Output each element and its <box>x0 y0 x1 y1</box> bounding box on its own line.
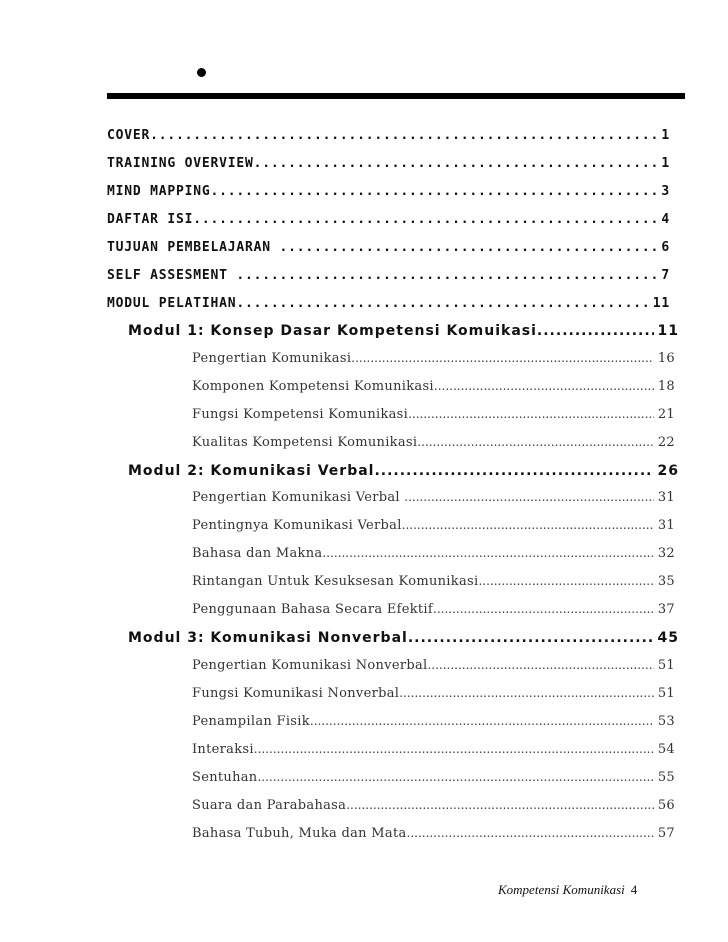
toc-label: TUJUAN PEMBELAJARAN <box>107 240 280 255</box>
toc-label: Pengertian Komunikasi <box>192 351 352 366</box>
dot-leader <box>280 240 658 255</box>
dot-leader <box>399 686 654 700</box>
dot-leader <box>402 518 654 532</box>
toc-entry-training-overview[interactable] <box>107 156 670 171</box>
dot-leader <box>374 463 653 479</box>
dot-leader <box>537 323 654 339</box>
toc-entry-modul-1[interactable] <box>128 323 679 339</box>
toc-page: 1 <box>661 156 670 171</box>
dot-leader <box>193 212 657 227</box>
toc-page: 51 <box>657 686 675 701</box>
toc-entry-pengertian-komunikasi[interactable] <box>192 351 675 366</box>
toc-label: Pengertian Komunikasi Nonverbal <box>192 658 428 673</box>
bullet-icon <box>197 68 206 77</box>
toc-label: Sentuhan <box>192 770 258 785</box>
toc-page: 56 <box>657 798 675 813</box>
toc-label: Interaksi <box>192 742 254 757</box>
toc-page: 51 <box>657 658 675 673</box>
dot-leader <box>254 156 658 171</box>
toc-page: 37 <box>657 602 675 617</box>
toc-label: Kualitas Kompetensi Komunikasi <box>192 435 418 450</box>
toc-label: Modul 1: Konsep Dasar Kompetensi Komuikasi <box>128 323 537 339</box>
toc-entry-penampilan-fisik[interactable] <box>192 714 675 729</box>
dot-leader <box>427 658 653 672</box>
toc-page: 18 <box>657 379 675 394</box>
toc-page: 22 <box>657 435 675 450</box>
toc-label: MIND MAPPING <box>107 184 211 199</box>
toc-label: Komponen Kompetensi Komunikasi <box>192 379 434 394</box>
toc-label: Penggunaan Bahasa Secara Efektif <box>192 602 433 617</box>
toc-entry-modul-pelatihan[interactable] <box>107 296 670 311</box>
toc-entry-mind-mapping[interactable] <box>107 184 670 199</box>
toc-entry-pengertian-verbal[interactable] <box>192 490 675 505</box>
toc-entry-rintangan[interactable] <box>192 574 675 589</box>
toc-page: 31 <box>657 518 675 533</box>
dot-leader <box>404 490 654 504</box>
toc-entry-cover[interactable] <box>107 128 670 143</box>
toc-label: COVER <box>107 128 151 143</box>
dot-leader <box>257 770 653 784</box>
toc-page: 57 <box>657 826 675 841</box>
toc-entry-komponen-kompetensi[interactable] <box>192 379 675 394</box>
toc-page: 53 <box>657 714 675 729</box>
toc-page: 54 <box>657 742 675 757</box>
page-number: 4 <box>630 882 638 897</box>
toc-entry-fungsi-kompetensi[interactable] <box>192 407 675 422</box>
toc-label: SELF ASSESMENT <box>107 268 237 283</box>
dot-leader <box>407 826 654 840</box>
dot-leader <box>417 435 654 449</box>
toc-label: Penampilan Fisik <box>192 714 310 729</box>
toc-entry-fungsi-nonverbal[interactable] <box>192 686 675 701</box>
toc-entry-self-assesment[interactable] <box>107 268 670 283</box>
toc-label: Fungsi Komunikasi Nonverbal <box>192 686 400 701</box>
toc-entry-sentuhan[interactable] <box>192 770 675 785</box>
dot-leader <box>236 268 657 283</box>
toc-page: 26 <box>657 463 679 479</box>
dot-leader <box>236 296 648 311</box>
toc-entry-interaksi[interactable] <box>192 742 675 757</box>
toc-page: 11 <box>652 296 670 311</box>
toc-entry-pengertian-nonverbal[interactable] <box>192 658 675 673</box>
dot-leader <box>478 574 653 588</box>
toc-entry-tujuan-pembelajaran[interactable] <box>107 240 670 255</box>
toc-entry-bahasa-makna[interactable] <box>192 546 675 561</box>
toc-page: 7 <box>661 268 670 283</box>
toc-entry-pentingnya-verbal[interactable] <box>192 518 675 533</box>
dot-leader <box>310 714 654 728</box>
toc-label: TRAINING OVERVIEW <box>107 156 254 171</box>
footer-title: Kompetensi Komunikasi <box>498 882 625 897</box>
toc-entry-daftar-isi[interactable] <box>107 212 670 227</box>
toc-page: 1 <box>661 128 670 143</box>
dot-leader <box>408 630 654 646</box>
toc-page: 16 <box>657 351 675 366</box>
toc-label: Bahasa Tubuh, Muka dan Mata <box>192 826 407 841</box>
dot-leader <box>150 128 657 143</box>
toc-page: 6 <box>661 240 670 255</box>
dot-leader <box>211 184 658 199</box>
page-footer <box>498 882 637 898</box>
toc-entry-kualitas-kompetensi[interactable] <box>192 435 675 450</box>
toc-label: Fungsi Kompetensi Komunikasi <box>192 407 409 422</box>
toc-entry-modul-3[interactable] <box>128 630 679 646</box>
toc-label: MODUL PELATIHAN <box>107 296 237 311</box>
toc-entry-penggunaan-bahasa[interactable] <box>192 602 675 617</box>
dot-leader <box>433 602 654 616</box>
header-rule <box>107 93 685 99</box>
toc-entry-modul-2[interactable] <box>128 463 679 479</box>
toc-page: 11 <box>657 323 679 339</box>
toc-page: 45 <box>657 630 679 646</box>
toc-label: Pentingnya Komunikasi Verbal <box>192 518 402 533</box>
toc-page: 21 <box>657 407 675 422</box>
toc-label: Bahasa dan Makna <box>192 546 323 561</box>
toc-page: 3 <box>661 184 670 199</box>
dot-leader <box>254 742 654 756</box>
toc-entry-bahasa-tubuh[interactable] <box>192 826 675 841</box>
toc-page: 55 <box>657 770 675 785</box>
toc-page: 4 <box>661 212 670 227</box>
toc-label: Pengertian Komunikasi Verbal <box>192 490 405 505</box>
toc-entry-suara-parabahasa[interactable] <box>192 798 675 813</box>
toc-page: 32 <box>657 546 675 561</box>
toc-label: Modul 3: Komunikasi Nonverbal <box>128 630 408 646</box>
dot-leader <box>351 351 654 365</box>
toc-page: 31 <box>657 490 675 505</box>
toc-label: Suara dan Parabahasa <box>192 798 347 813</box>
toc-label: Rintangan Untuk Kesuksesan Komunikasi <box>192 574 479 589</box>
dot-leader <box>434 379 654 393</box>
toc-label: Modul 2: Komunikasi Verbal <box>128 463 375 479</box>
toc-page: 35 <box>657 574 675 589</box>
dot-leader <box>322 546 653 560</box>
toc-label: DAFTAR ISI <box>107 212 194 227</box>
dot-leader <box>346 798 654 812</box>
dot-leader <box>408 407 654 421</box>
